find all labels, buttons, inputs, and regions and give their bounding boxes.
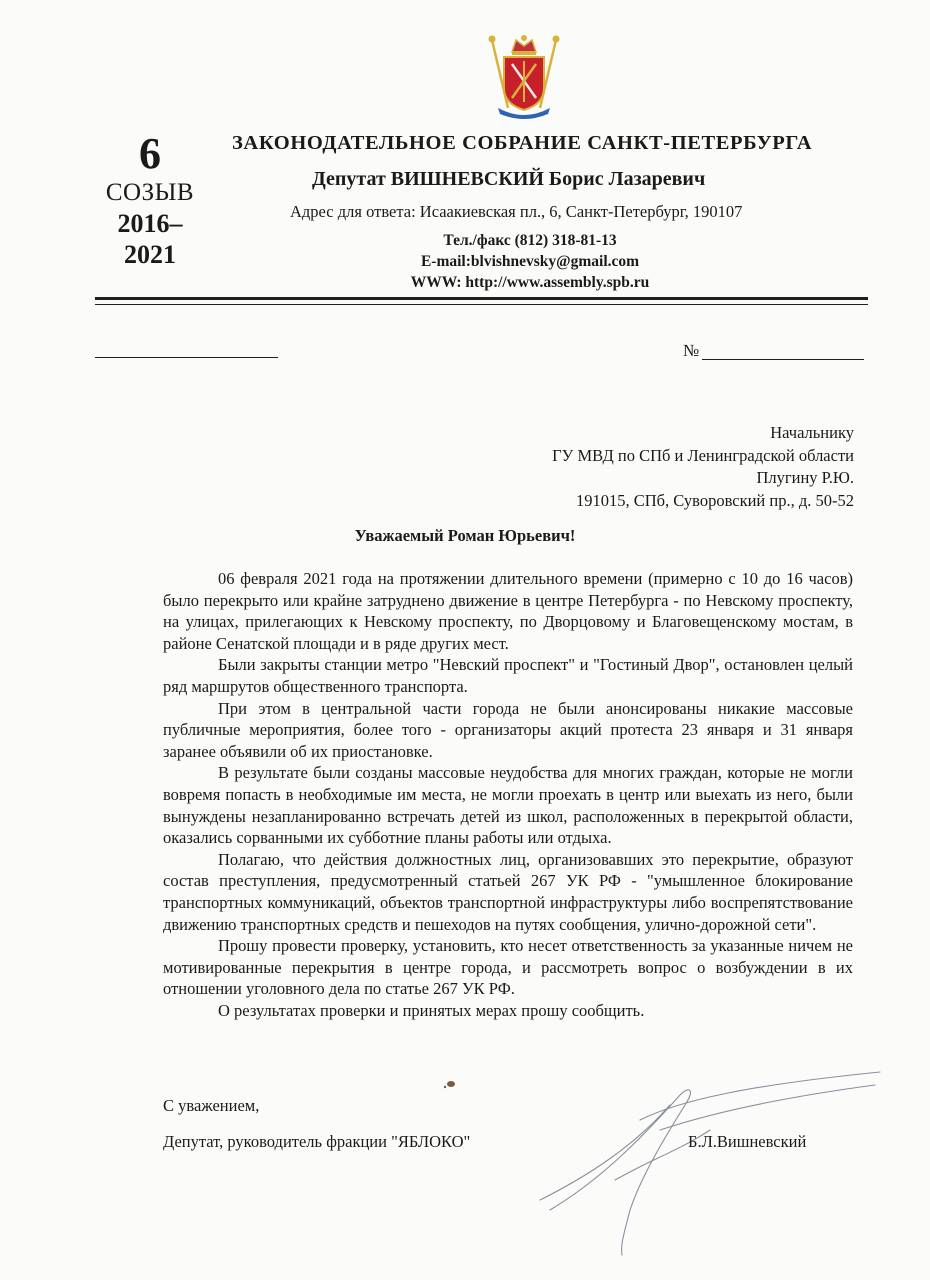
coat-of-arms-emblem <box>478 30 570 120</box>
ink-speck <box>442 1078 460 1090</box>
paragraph-3: При этом в центральной части города не были анонсированы никакие массовые публичные мероприятия, более того - организаторы акций протеста 23 января и 31 января заранее объявили об их приостановке. <box>163 698 853 761</box>
contact-block <box>350 230 710 293</box>
addressee-block <box>552 422 854 512</box>
convocation-years-start: 2016– <box>117 209 183 238</box>
letter-body <box>163 568 853 1021</box>
assembly-name: ЗАКОНОДАТЕЛЬНОЕ СОБРАНИЕ САНКТ-ПЕТЕРБУРГА <box>232 132 813 154</box>
deputy-name: Депутат ВИШНЕВСКИЙ Борис Лазаревич <box>312 168 706 190</box>
signer-title: Депутат, руководитель фракции "ЯБЛОКО" <box>163 1132 471 1151</box>
date-blank-line <box>95 357 278 358</box>
header-rule-thick <box>95 297 868 300</box>
convocation-block <box>95 130 205 270</box>
convocation-label: СОЗЫВ <box>105 179 195 206</box>
phone-fax: Тел./факс (812) 318-81-13 <box>443 232 617 249</box>
header-rule-thin <box>95 304 868 305</box>
closing-phrase: С уважением, <box>163 1096 260 1115</box>
number-blank-line <box>702 359 864 360</box>
convocation-number: 6 <box>139 129 161 178</box>
reply-address: Адрес для ответа: Исаакиевская пл., 6, Санкт-Петербург, 190107 <box>290 202 743 221</box>
paragraph-6: Прошу провести проверку, установить, кто несет ответственность за указанные ничем не мотивированные перекрытия в центре города, и рассмотреть вопрос о возбуждении в их отношении уголовного дела по статье 267 УК РФ. <box>163 936 853 999</box>
paragraph-7: О результатах проверки и принятых мерах прошу сообщить. <box>218 1000 645 1020</box>
signer-name: Б.Л.Вишневский <box>688 1132 807 1151</box>
addressee-address: 191015, СПб, Суворовский пр., д. 50-52 <box>575 490 854 510</box>
convocation-years-end: 2021 <box>124 240 176 269</box>
addressee-position: Начальнику <box>770 423 854 442</box>
salutation: Уважаемый Роман Юрьевич! <box>354 526 576 545</box>
website: WWW: http://www.assembly.spb.ru <box>410 274 650 291</box>
paragraph-4: В результате были созданы массовые неудобства для многих граждан, которые не могли вовремя попасть в необходимые им места, не могли проехать в центр или выехать из него, были вынуждены незапланированно встречать детей из школ, расположенных в перекрытой области, оказались сорванными их субботние планы работы или отдыха. <box>163 763 853 848</box>
addressee-organization: ГУ МВД по СПб и Ленинградской области <box>552 445 854 465</box>
paragraph-1: 06 февраля 2021 года на протяжении длительного времени (примерно с 10 до 16 часов) было перекрыто или крайне затруднено движение в центре Петербурга - по Невскому проспекту, на улицах, прилегающих к Невскому проспекту, по Дворцовому и Благовещенскому мостам, в районе Сенатской площади и в ряде других мест. <box>163 569 853 653</box>
email-address: E-mail:blvishnevsky@gmail.com <box>420 253 640 270</box>
paragraph-5: Полагаю, что действия должностных лиц, организовавших это перекрытие, образуют состав преступления, предусмотренный статьей 267 УК РФ - "умышленное блокирование транспортных коммуникаций, объектов транспортной инфраструктуры либо воспрепятствование движению транспортных средств и пешеходов на путях сообщения, улично-дорожной сети". <box>163 849 853 934</box>
paragraph-2: Были закрыты станции метро "Невский проспект" и "Гостиный Двор", остановлен целый ряд маршрутов общественного транспорта. <box>163 655 853 696</box>
handwritten-signature <box>520 1060 900 1260</box>
number-sign: № <box>683 341 700 360</box>
addressee-name: Плугину Р.Ю. <box>756 468 854 487</box>
